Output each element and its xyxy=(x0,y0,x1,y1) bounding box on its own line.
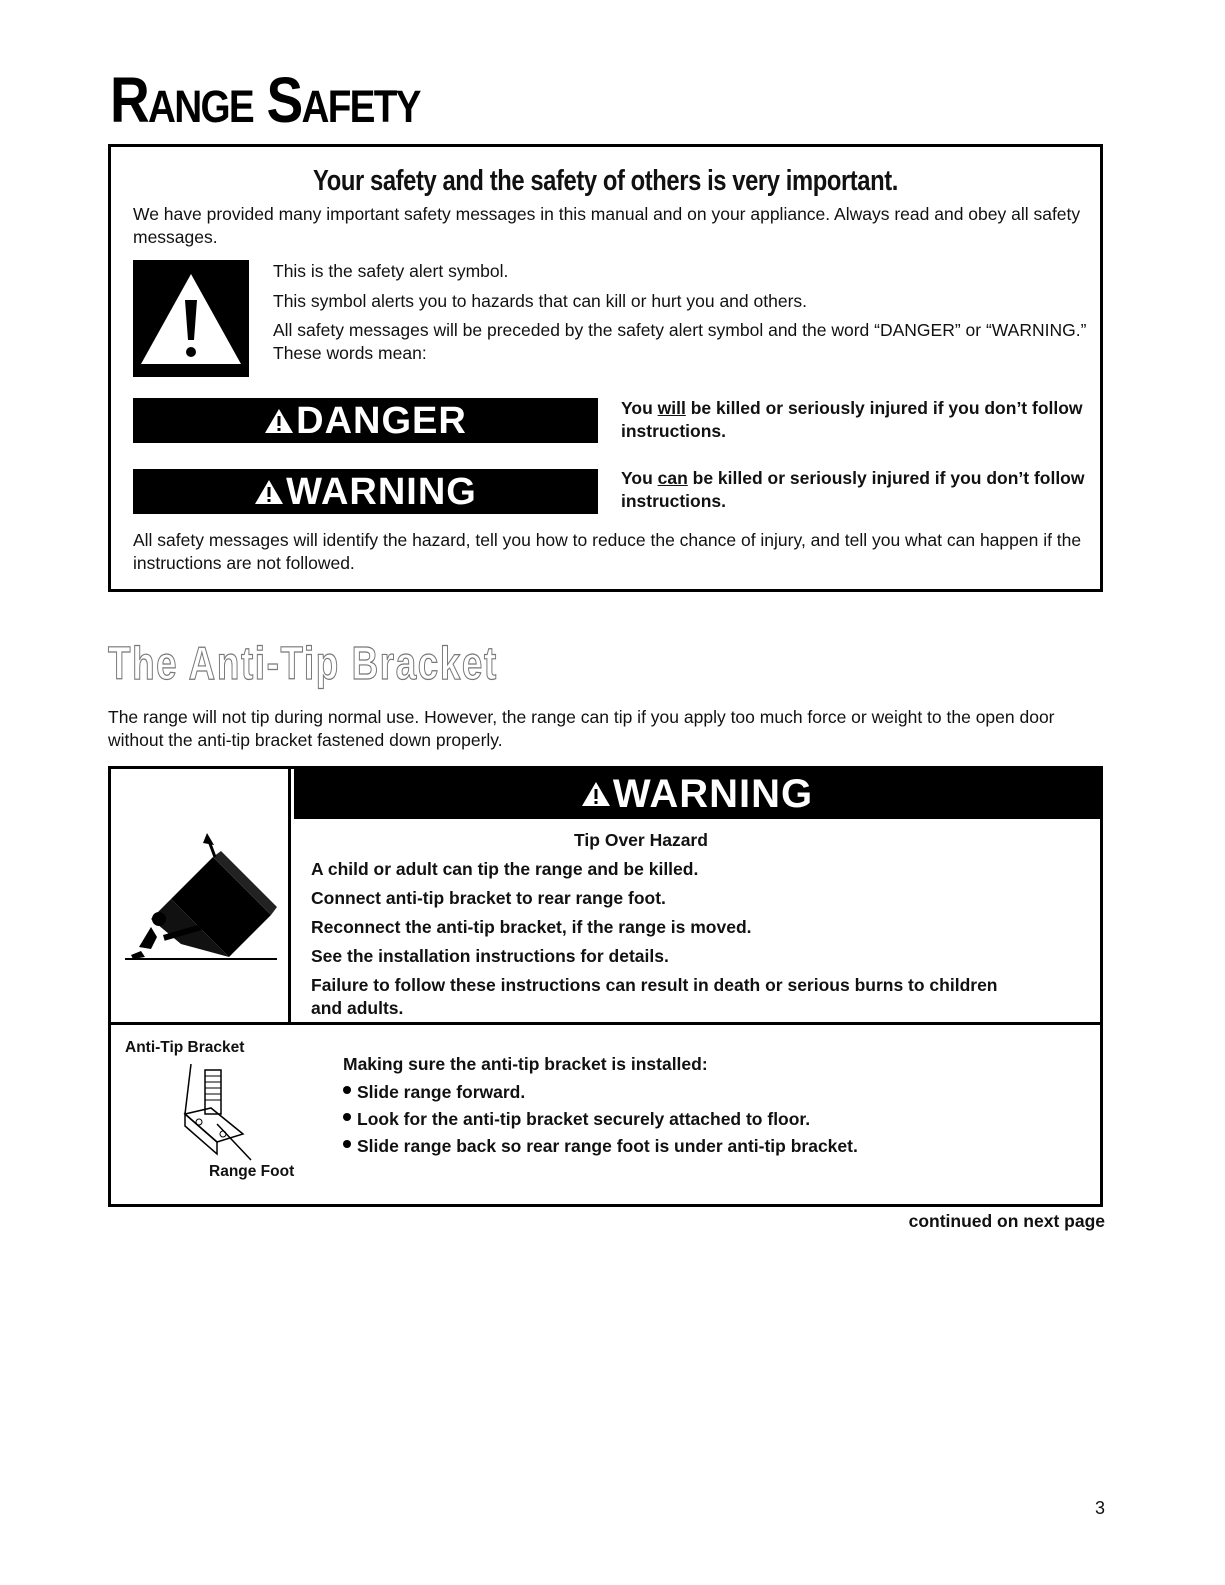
bullet-icon xyxy=(343,1086,351,1094)
divider xyxy=(111,1022,1100,1025)
warning-label: WARNING xyxy=(286,470,477,513)
safety-intro-text: We have provided many important safety messages in this manual and on your appliance. Always read and obey all safety messages. xyxy=(133,204,1081,247)
safety-info-box xyxy=(108,144,1103,592)
step-item: Look for the anti-tip bracket securely attached to floor. xyxy=(343,1108,810,1131)
tip-over-warning-box xyxy=(108,766,1103,1207)
tipping-range-illustration xyxy=(111,769,288,1022)
bullet-icon xyxy=(343,1113,351,1121)
step-item: Slide range back so rear range foot is under anti-tip bracket. xyxy=(343,1135,858,1158)
safety-heading: Your safety and the safety of others is very important. xyxy=(313,165,898,197)
safety-outro-text: All safety messages will identify the hazard, tell you how to reduce the chance of injury, and tell you what can happen if the instructions are not followed. xyxy=(133,530,1082,573)
warning-line: Reconnect the anti-tip bracket, if the range is moved. xyxy=(311,917,752,937)
warning-line: Failure to follow these instructions can result in death or serious burns to children and adults. xyxy=(311,975,998,1018)
warning-triangle-icon xyxy=(264,408,294,434)
steps-title: Making sure the anti-tip bracket is installed: xyxy=(343,1054,708,1074)
warning-label: WARNING xyxy=(612,772,814,816)
safety-alert-icon xyxy=(133,260,249,377)
page-title: Range Safety xyxy=(110,64,420,136)
continued-note: continued on next page xyxy=(908,1211,1105,1231)
warning-line: Connect anti-tip bracket to rear range foot. xyxy=(311,888,666,908)
danger-signal-bar xyxy=(133,398,598,443)
warning-header-bar xyxy=(294,769,1100,819)
warning-signal-bar xyxy=(133,469,598,514)
section-title: The Anti-Tip Bracket xyxy=(108,637,498,689)
alert-symbol-line: All safety messages will be preceded by the safety alert symbol and the word “DANGER” or “WARNING.” These words mean: xyxy=(273,320,1087,363)
anti-tip-bracket-label: Anti-Tip Bracket xyxy=(125,1039,245,1056)
warning-line: See the installation instructions for details. xyxy=(311,946,669,966)
anti-tip-bracket-illustration xyxy=(171,1064,271,1169)
step-item: Slide range forward. xyxy=(343,1081,525,1104)
alert-symbol-line: This symbol alerts you to hazards that can kill or hurt you and others. xyxy=(273,291,808,311)
warning-line: A child or adult can tip the range and be killed. xyxy=(311,859,699,879)
range-foot-label: Range Foot xyxy=(209,1163,295,1180)
danger-description: You will be killed or seriously injured if you don’t follow instructions. xyxy=(621,398,1083,441)
alert-symbol-line: This is the safety alert symbol. xyxy=(273,261,509,281)
warning-triangle-icon xyxy=(581,781,611,807)
page-number: 3 xyxy=(1094,1498,1105,1518)
warning-description: You can be killed or seriously injured if you don’t follow instructions. xyxy=(621,468,1085,511)
tip-over-illustration-cell xyxy=(111,769,291,1022)
danger-label: DANGER xyxy=(296,399,467,442)
section-intro-text: The range will not tip during normal use. However, the range can tip if you apply too much force or weight to the open door without the anti-tip bracket fastened down properly. xyxy=(108,707,1055,750)
hazard-title: Tip Over Hazard xyxy=(574,830,708,850)
bullet-icon xyxy=(343,1140,351,1148)
warning-triangle-icon xyxy=(254,479,284,505)
